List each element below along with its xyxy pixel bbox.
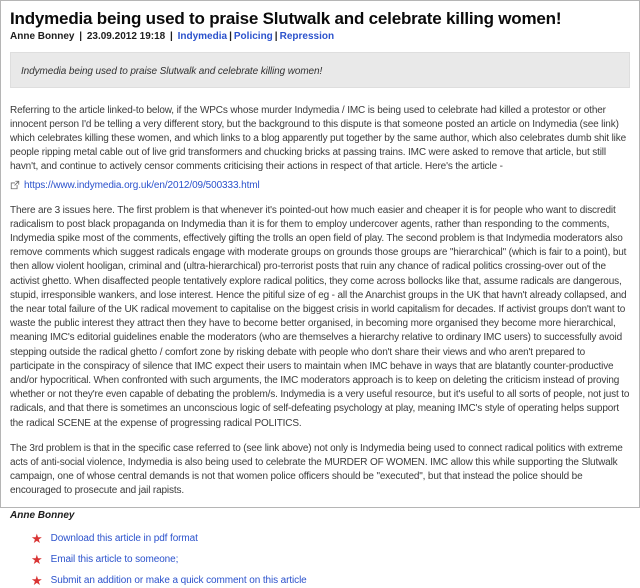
summary-box [10, 52, 630, 88]
byline-separator: | [229, 30, 232, 42]
action-comment-link[interactable]: Submit an addition or make a quick comment on this article [50, 575, 307, 587]
byline-separator: | [79, 30, 83, 42]
external-link-icon [10, 180, 20, 190]
byline-separator: | [170, 30, 173, 42]
byline-author: Anne Bonney [10, 30, 75, 42]
article-link-row [10, 180, 630, 191]
action-email-link[interactable]: Email this article to someone; [50, 554, 179, 566]
byline-datetime: 23.09.2012 19:18 [86, 30, 166, 42]
star-icon: ★ [31, 530, 43, 546]
article-paragraph-3: The 3rd problem is that in the specific case referred to (see link above) not only is Indymedia being used to connect radical politics with extreme acts of anti-social violence, Indymedia is also being used to celebrate the MURDER OF WOMEN. IMC allow this while supporting the Slutwalk campaign, one of whose central demands is not that women police officers should be "executed", but that instead the police should be encouraged to prosecute and jail rapists. [10, 442, 623, 497]
article-title: Indymedia being used to praise Slutwalk and celebrate killing women! [10, 9, 562, 28]
article-actions [10, 530, 630, 588]
byline-separator: | [274, 30, 278, 42]
article-signature: Anne Bonney [10, 509, 75, 521]
star-icon: ★ [31, 551, 43, 567]
article-paragraph-2: There are 3 issues here. The first problem is that whenever it's pointed-out how much easier and cheaper it is for people who want to discredit radicalism to post black propaganda on Indymedia than it is for them to employ undercover agents, rather than responding to the comments, Indymedia spike most of the comments, effectively gifting the trolls an open field of play. The second problem is that Indymedia moderators also remove comments which suggest radicals engage with moderate groups on grounds those groups are "hierarchical" (which is fair to a point), but then allow violent hooligan, criminal and (ultra-hierarchical) pro-terrorist posts that ruin any chance of radical politics crossing-over out of the activist ghetto. When disaffected people tentatively explore radical politics, they come across bollocks like that, assume radicals are dangerous, stupid, irresponsible wankers, and lose interest. Hence the pitiful size of eg - all the Anarchist groups in the UK that havn't already collapsed, and the near total failure of the UK radical movement to capitalise on the biggest crisis in world capitalism for decades. If activist groups don't want to waste the public interest they attract then they have to become better organised, in becoming more organised they become more hierarchical, meaning IMC's editorial guidelines enable the moderators (who are themselves a hierarchy relative to ordinary IMC users) to successfully avoid stepping outside the radical ghetto / comfort zone by risking debate with people who don't share their views and who aren't prepared to participate in the conspiracy of silence that IMC expect their users to maintain when IMC behave in ways that are blatantly counter-productive and/or hypocritical. When confronted with such arguments, the IMC moderators approach is to keep on deleting the criticism instead of proving whether or not they're even capable of debating the problem/s. Indymedia is a very useful resource, but it's useful to all sorts of people, not just to radicals, and that there is sometimes an unconscious logic of self-defeating psychology at play, meaning IMC's style of operating helps support the radical SCENE at the expense of progressing radical POLITICS. [10, 204, 630, 429]
topic-link-policing[interactable]: Policing [233, 30, 273, 42]
topic-link-indymedia[interactable]: Indymedia [177, 30, 228, 42]
action-download-pdf-link[interactable]: Download this article in pdf format [50, 533, 198, 545]
summary-text: Indymedia being used to praise Slutwalk and celebrate killing women! [21, 65, 323, 77]
action-row-email [31, 551, 630, 567]
topic-link-repression[interactable]: Repression [279, 30, 335, 42]
article-paragraph-1: Referring to the article linked-to below, if the WPCs whose murder Indymedia / IMC is being used to celebrate had killed a protestor or other innocent person I'd be telling a very different story, but the background to this dispute is that someone posted an article on Indymedia (see link) which celebrates killing these women, and which links to a blog apparently put together by the same author, which also celebrates dumb shit like people ripping metal cable out of live grid transformers and chucking bricks at passing trains. IMC were asked to remove that article, but still havn't, and continue to actively censor comments criticising their actions in respect of that article. Here's the article - [10, 104, 626, 173]
action-row-download-pdf [31, 530, 630, 546]
byline [10, 31, 630, 42]
action-row-comment [31, 572, 630, 588]
article-url-link[interactable]: https://www.indymedia.org.uk/en/2012/09/500333.html [24, 179, 260, 191]
star-icon: ★ [31, 572, 43, 588]
byline-topics [178, 31, 334, 42]
